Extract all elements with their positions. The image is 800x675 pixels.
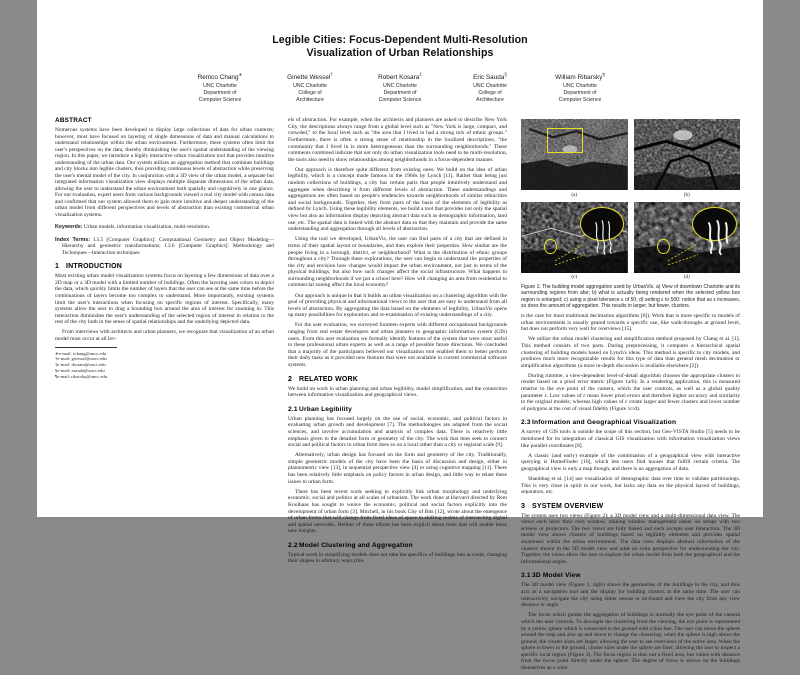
column-3 bbox=[521, 117, 740, 675]
figure-panel-cell bbox=[634, 202, 741, 281]
section-number: 3.1 bbox=[521, 572, 531, 580]
paper-page bbox=[37, 0, 763, 672]
author-affiliation-line: UNC Charlotte bbox=[383, 82, 417, 89]
footnote-item: ¶e-mail: ribarsky@uncc.edu bbox=[55, 373, 107, 379]
section-heading-related-work bbox=[288, 376, 507, 383]
footnote-item: †e-mail: gwessel@uncc.edu bbox=[55, 356, 107, 362]
figure-panel-label: (b) bbox=[683, 191, 690, 198]
paragraph: Urban planning has focused largely on the use of social, economic, and political factors in evaluating urban growth and development [7]. The methodologies are adapted from the social sciences, and involve accumulation and analysis of complex data. There is relatively little emphasis given to the detailed form or geometry of the city. The work that does seek to connect social and political factors to urban form does so on a local rather than a city or regional scale [9]. bbox=[288, 415, 507, 449]
page-title bbox=[55, 34, 745, 60]
keywords-label: Keywords: bbox=[55, 224, 83, 231]
author-entry bbox=[541, 71, 620, 104]
paragraph: Using the tool we developed, UrbanVis, the user can find parts of a city that are defined in terms of their spatial layout or boundaries, and then explore their properties. How similar are the people living in a borough, district, or neighborhood? What is the distribution of ethnic groups throughout a city? Through these explorations, the user can begin to understand the properties of the city and envision how changes would impact the urban environment, not just in terms of the physical buildings, but also how such changes affect the social infrastructure. What happens to surrounding neighborhoods if we put a school here? How will changing an area from residential to commercial zoning affect the local economy? bbox=[288, 236, 507, 289]
figure-panel-cell bbox=[634, 119, 741, 198]
paragraph: For the user evaluation, we surveyed fourteen experts with different occupational backgrounds ranging from real estate developers and urban planners to geographic information system (GIS) users. From this user evaluation we formally identify features of the system that were most useful to these professional urban experts as well as a range of possible future directions. We concluded that a majority of the participants believed our visualization tool enabled them to better perform their daily tasks as it provided new features that were not available in current commercial software systems. bbox=[288, 322, 507, 369]
section-number: 2.3 bbox=[521, 419, 531, 427]
paragraph: The system uses two views (Figure 2): a 3D model view and a multi-dimensional data view. The views each have their own window, making window management easier on setups with two screens or projectors. The two views are fully linked and each accepts user interaction. The 3D model view shows clusters of buildings based on legibility elements and provides spatial awareness within the urban environment. The data view displays abstract information of the clusters shown in the 3D model view and adds an extra perspective for understanding the city. Together, the views allow the user to explore the urban model from both the geographical and the informational angles. bbox=[521, 512, 740, 565]
section-number: 3 bbox=[521, 502, 526, 510]
paragraph: A survey of GIS tools is outside the scope of this section, but Geo-VISTA Studio [5] needs to be mentioned for its integration of classical GIS visualization with information visualization views like parallel coordinates [8]. bbox=[521, 429, 740, 449]
section-title: Urban Legibility bbox=[299, 405, 353, 413]
section-title: INTRODUCTION bbox=[66, 263, 123, 271]
section-number: 1 bbox=[55, 263, 60, 271]
author-affiliation-line: UNC Charlotte bbox=[563, 82, 597, 89]
section-title: Information and Geographical Visualization bbox=[532, 419, 677, 427]
author-footnote-marker: ∗ bbox=[238, 72, 243, 77]
author-affiliation-line: UNC Charlotte bbox=[293, 82, 327, 89]
figure-panel-label: (c) bbox=[571, 274, 578, 281]
figure-panel-d bbox=[634, 202, 741, 273]
keywords-text: Urban models, information visualization, multi-resolution. bbox=[83, 224, 211, 231]
aerial-texture-b bbox=[634, 119, 741, 190]
author-entry bbox=[181, 71, 260, 104]
footnote-rule bbox=[55, 347, 117, 348]
author-footnote-marker: † bbox=[330, 72, 333, 77]
author-affiliation-line: College of bbox=[478, 89, 502, 96]
figure-1 bbox=[521, 119, 740, 309]
author-affiliation-line: UNC Charlotte bbox=[203, 82, 237, 89]
author-name: Ginette Wessel† bbox=[287, 72, 333, 82]
footnote-item: ‡e-mail: rkosara@uncc.edu bbox=[55, 362, 106, 368]
paragraph: There has been recent work seeking to explicitly link urban morphology and underlying economic, social and politics at all scales of urbanism. The work done at Harvard directed by Rem Koolhaas has sought to weave the economic, political and social factors explicitly into the development of urban form [3]. Mitchell, in his book City of Bits [12], wrote about the emergence of urban forms that will change from fixed ideas of space to shifting realms of intersecting digital and spatial networks. Neither of these efforts has been explicit about tools that will enable these new insights. bbox=[288, 488, 507, 535]
section-heading-introduction bbox=[55, 263, 274, 270]
paragraph: Typical work in simplifying models does not take the specifics of buildings into account, changing their shapes in arbitrary ways (this bbox=[288, 551, 507, 565]
paragraph: We build on work in urban planning and urban legibility, model simplification, and the connection between information visualization and geographical views. bbox=[288, 385, 507, 399]
author-name: Remco Chang∗ bbox=[197, 72, 243, 82]
figure-caption: Figure 1: The building model aggregation used by UrbanVis. a) View of downtown Charlotte and its surrounding regions from afar; b) what is actually being rendered when the selected yellow box region is enlarged; c) using a pixel tolerance ε of 50; d) setting ε to 500: notice that as ε increases, so does the amount of aggregation. This results in larger, but fewer, clusters. bbox=[521, 284, 740, 309]
author-affiliation-line: Computer Science bbox=[378, 97, 422, 104]
author-affiliation-line: Department of bbox=[203, 89, 237, 96]
index-terms-line bbox=[55, 237, 274, 257]
paragraph: Shanbhag et al. [14] use visualization of demographic data over time to validate partitionings. This is very close in spirit to our work, but lacks any data on the physical layout of buildings, separators, etc. bbox=[521, 475, 740, 496]
keywords-line bbox=[55, 224, 274, 231]
author-affiliation-line: UNC Charlotte bbox=[473, 82, 507, 89]
author-name: Eric Sauda§ bbox=[473, 72, 507, 82]
author-affiliation-line: Department of bbox=[563, 89, 597, 96]
section-title: Model Clustering and Aggregation bbox=[299, 541, 413, 549]
footnote-list bbox=[55, 351, 274, 380]
author-affiliation-line: Architecture bbox=[476, 97, 504, 104]
section-title: 3D Model View bbox=[532, 572, 581, 580]
author-entry bbox=[451, 71, 530, 104]
section-heading-urban-legibility bbox=[288, 406, 507, 413]
author-affiliation-line: Computer Science bbox=[198, 97, 242, 104]
figure-panel-label: (d) bbox=[683, 274, 690, 281]
author-entry bbox=[361, 71, 440, 104]
section-heading-model-clustering bbox=[288, 542, 507, 549]
paper-title-line-1: Legible Cities: Focus-Dependent Multi-Resolution bbox=[272, 34, 528, 46]
author-footnote-marker: ‡ bbox=[419, 72, 422, 77]
paper-title-line-2: Visualization of Urban Relationships bbox=[306, 47, 494, 59]
author-name: Robert Kosara‡ bbox=[378, 72, 422, 82]
section-number: 2.1 bbox=[288, 405, 298, 413]
paragraph: From interviews with architects and urban planners, we recognize that visualization of an urban model must occur at all lev- bbox=[55, 329, 274, 343]
footnote-item: §e-mail: esauda@uncc.edu bbox=[55, 368, 105, 374]
section-heading-system-overview bbox=[521, 503, 740, 510]
footnote-item: ∗e-mail: rchang@uncc.edu bbox=[55, 350, 107, 356]
column-2 bbox=[288, 117, 507, 568]
paragraph: Our approach is unique in that it builds an urban visualization on a clustering algorithm with the goal of providing physical and informational views to the user that are easy to understand from all levels of abstraction. By aggregating the data based on the elements of legibility, UrbanVis opens up many possibilities for exploration and re-examination of existing understandings of a city. bbox=[288, 292, 507, 319]
paragraph: is the case for most traditional decimation algorithms [6]). Work that is more specific to models of urban environments is usually geared towards a specific use, like walk-throughs at ground level, but does not perform very well for overviews [15]. bbox=[521, 313, 740, 333]
figure-panel-a bbox=[521, 119, 628, 190]
figure-panel-c bbox=[521, 202, 628, 273]
author-affiliation-line: Architecture bbox=[296, 97, 324, 104]
abstract-heading: ABSTRACT bbox=[55, 117, 92, 125]
author-footnote-marker: § bbox=[504, 72, 507, 77]
paragraph: The focus which guides the aggregation of buildings is normally the eye point of the camera which the user controls. To decouple the clustering from the viewing, the eye point is represented by a yellow sphere which is connected to the ground with a thin line. The user can move the sphere around the map and also up and down to change the clustering: when the sphere is high above the ground, the cluster sizes are larger, allowing the user to see overviews of the entire area. When the sphere is lower to the ground, cluster sizes under the sphere are finer, allowing the user to inspect a specific local region (Figure 3). The focus region is thus not a fixed area, but varies with distance from the focus point directly under the sphere. The degree of focus is shown on the buildings themselves as a color bbox=[521, 612, 740, 672]
author-list bbox=[55, 71, 745, 104]
author-footnote-marker: ¶ bbox=[602, 72, 605, 77]
section-heading-info-geo-visualization bbox=[521, 419, 740, 426]
column-container bbox=[55, 117, 745, 675]
author-entry bbox=[271, 71, 350, 104]
figure-panel-label: (a) bbox=[571, 191, 578, 198]
section-title: SYSTEM OVERVIEW bbox=[532, 502, 604, 510]
highlight-ellipse-source-d bbox=[657, 239, 670, 255]
figure-panel-cell bbox=[521, 202, 628, 281]
column-1 bbox=[55, 117, 274, 379]
section-title: RELATED WORK bbox=[299, 375, 359, 383]
author-affiliation-line: Computer Science bbox=[558, 97, 602, 104]
abstract-text: Numerous systems have been developed to display large collections of data for urban contexts; however, most have focused on layering of single dimensions of data and manual calculations to understand relationships within the urban environment. Furthermore, these systems often limit the user's perspectives on the data, thereby diminishing the user's spatial understanding of the viewing region. In this paper, we introduce a highly interactive urban visualization tool that provides intuitive understanding of the urban data. Our system utilizes an aggregation method that combines buildings and city blocks into legible clusters, thus providing continuous levels of abstraction while preserving the user's mental model of the city. In conjunction with a 3D view of the urban model, a separate but integrated information visualization view displays multiple disparate dimensions of the urban data, allowing the user to understand the urban environment both spatially and cognitively in one glance. For our evaluation, expert users from various backgrounds viewed a real city model with census data and confirmed that our system allowed them to gain more intuitive and deeper understanding of the urban model from different perspectives and levels of abstraction than existing commercial urban visualization systems. bbox=[55, 127, 274, 218]
paragraph: Most existing urban model visualization systems focus on layering a few dimensions of data over a 2D map or a 3D model with a limited number of buildings. Often the layering uses colors to depict the data, which quickly limits the number of layers that the user can see at the same time before the combinations of layers become too complex to understand. More importantly, existing systems limit the user's interactions when focusing on specific regions of interest. Specifically, many systems allow the user to drag a bounding box around the area of interest for zooming in. This interaction diminishes the user's understanding of the selected region of interest in relation to the rest of the city both in the sense of spatial relationships and the underlying depicted data. bbox=[55, 273, 274, 326]
highlight-box-a bbox=[547, 128, 583, 154]
section-heading-3d-model-view bbox=[521, 572, 740, 579]
paragraph: els of abstraction. For example, when the architects and planners are asked to describe New York City, the descriptions always range from a global level such as "New York is large, compact, and crowded," to the local level such as "the area that I lived in had a strong mix of ethnic groups." Furthermore, there is often a strong sense of relationship in the localized descriptions, "the community that I lived in is more heterogeneous than the surrounding neighborhoods." These comments combined indicate that not only do urban visualization tools need to be multi-resolution, the tools also need to show relationships among neighborhoods in a focus-dependent manner. bbox=[288, 117, 507, 163]
paragraph: Alternatively, urban design has focused on the form and geometry of the city. Traditionally, simple geometric models of the city have been the basis of discussion and design, either in plannometric view [13], in sequential perspective view [4] or using cognitive mapping [11]. There has been relatively little emphasis on policy factors in urban design, and little way to relate these issues to urban form. bbox=[288, 452, 507, 485]
author-name: William Ribarsky¶ bbox=[555, 72, 605, 82]
paragraph: Our approach is therefore quite different from existing ones. We build on the idea of urban legibility, which is a concept made famous in the 1960s by Lynch [11]. Rather than being just random collections of buildings, a city has certain parts that people intuitively understand and aggregate when describing it from different levels of abstraction. These understandings and aggregations are often based on people's tendencies towards neighborhoods of similar ethnicities and social backgrounds. Together, they form parts of the basis of the elements of legibility as defined by Lynch. Using these legibility elements, we build a tool that provides not only the spatial view but also an information display depicting abstract data such as demographic information, land use, etc. The spatial data is linked with the abstract data so that they maintain and provide the same understanding and aggregation through all levels of abstraction. bbox=[288, 166, 507, 233]
index-terms-label: Index Terms: bbox=[55, 236, 91, 243]
paragraph: A classic (and early) example of the combination of a geographical view with interactive querying is HomeFinder [16], which lets users find houses that fulfill certain criteria. The geographical view is only a map though, and there is no aggregation of data. bbox=[521, 452, 740, 472]
paragraph: We utilize the urban model clustering and simplification method proposed by Chang et al. [1]. This method consists of two parts. During preprocessing, it computes a hierarchical spatial clustering of building models based on Lynch's ideas. This method is specific to city models, and produces much more recognizable results for this type of data than general mesh decimation or simplification algorithms (a more in-depth discussion is available elsewhere [2]). bbox=[521, 336, 740, 369]
figure-panel-cell bbox=[521, 119, 628, 198]
section-number: 2 bbox=[288, 375, 293, 383]
author-affiliation-line: College of bbox=[298, 89, 322, 96]
paragraph: During runtime, a view-dependent level-of-detail algorithm chooses the appropriate clusters to render based on a pixel error metric (Figure 1a/b). In a rendering application, this is measured relative to the eye point of the camera, which the user controls, as well as a global quality parameter ε. Low values of ε mean lower pixel errors and therefore higher accuracy and similarity to the original models; whereas high values of ε create larger and fewer clusters and lower number of polygons at the cost of visual fidelity (Figure 1c/d). bbox=[521, 372, 740, 412]
figure-panel-grid bbox=[521, 119, 740, 280]
index-terms-text: I.3.5 [Computer Graphics]: Computational Geometry and Object Modeling—Hierarchy and geometric transformations; I.3.6 [Computer Graphics]: Methodology and Techniques—Interaction techniques bbox=[62, 236, 274, 256]
paragraph: The 3D model view (Figure 2, right) shows the geometries of the buildings in the city, and thus acts as a navigation tool and the display for building clusters at the same time. The user can interactively navigate the city using either mouse or keyboard and view the city from any view distance or angle. bbox=[521, 582, 740, 609]
figure-panel-b bbox=[634, 119, 741, 190]
author-affiliation-line: Department of bbox=[383, 89, 417, 96]
title-block bbox=[55, 34, 745, 104]
section-number: 2.2 bbox=[288, 541, 298, 549]
